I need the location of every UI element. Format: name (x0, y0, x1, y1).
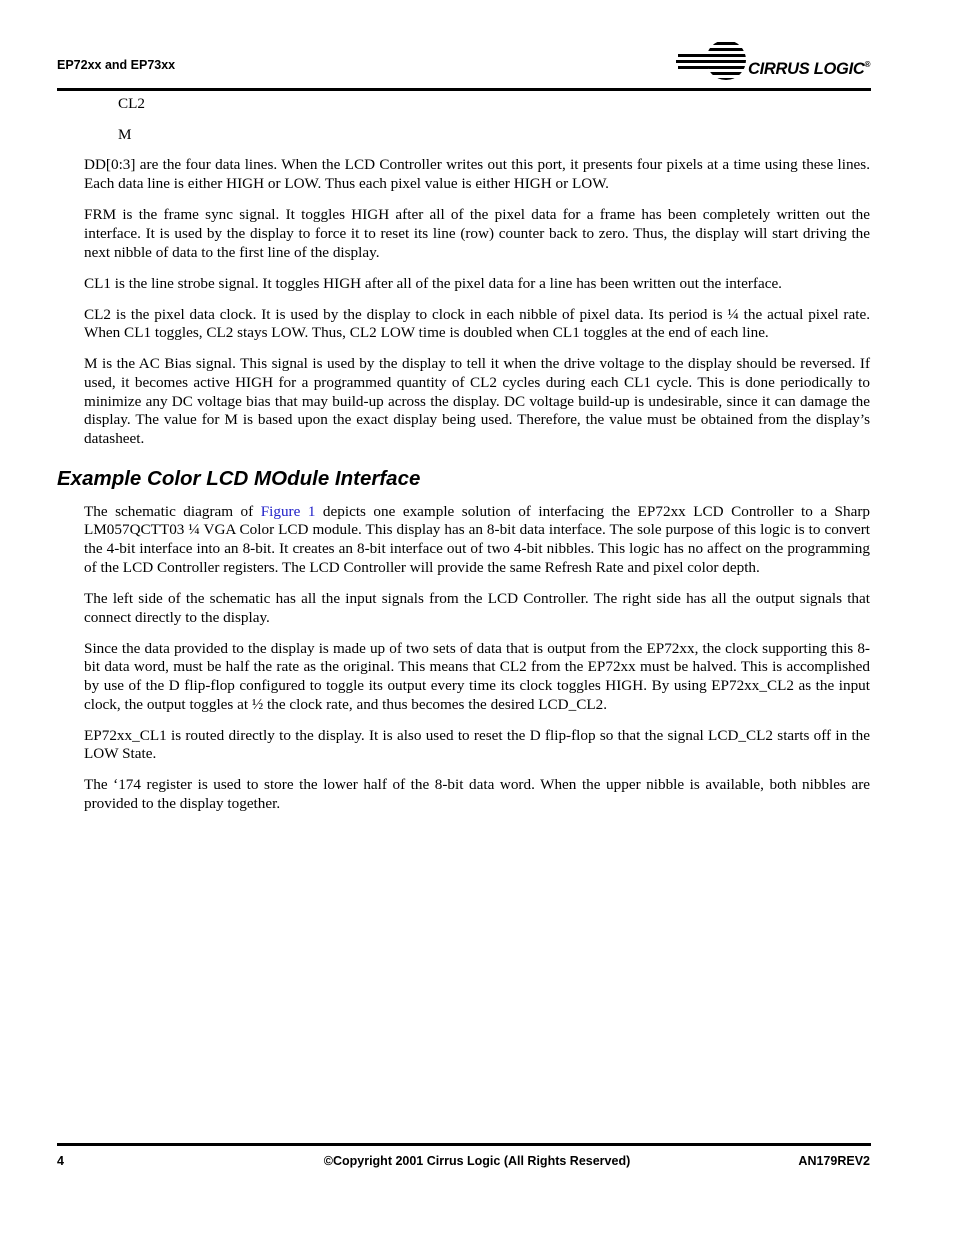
copyright-notice: ©Copyright 2001 Cirrus Logic (All Rights Reserved) (323, 1154, 631, 1168)
header-title: EP72xx and EP73xx (57, 58, 176, 72)
paragraph-m-bias: M is the AC Bias signal. This signal is used by the display to tell it when the drive voltage to the display should be reversed. If used, it becomes active HIGH for a programmed quantity of CL2 cycles during each CL1 cycle. This is done periodically to minimize any DC voltage bias that may build-up across the display. DC voltage build-up is undesirable, since it can damage the display. The value for M is based upon the exact display being used. Therefore, the value must be obtained from the display’s datasheet. (84, 355, 870, 448)
paragraph-text: depicts one example solution of interfacing the EP72xx LCD Controller to a Sharp LM057QCTT03 ¼ VGA Color LCD module. This display has an 8-bit data interface. The sole purpose of this logic is to convert the 4-bit interface into an 8-bit. It creates an 8-bit interface out of two 4-bit nibbles. This logic has no affect on the programming of the LCD Controller registers. The LCD Controller will provide the same Refresh Rate and pixel color depth. (84, 502, 870, 576)
signal-name-m: M (118, 125, 132, 143)
paragraph-cl1: CL1 is the line strobe signal. It toggles HIGH after all of the pixel data for a line has been written out the interface. (84, 274, 782, 292)
figure-1-link[interactable]: Figure 1 (260, 502, 316, 520)
document-id: AN179REV2 (798, 1154, 870, 1168)
paragraph-schematic-sides: The left side of the schematic has all the input signals from the LCD Controller. The right side has all the output signals that connect directly to the display. (84, 589, 870, 626)
paragraph-clock-halving: Since the data provided to the display is made up of two sets of data that is output from the EP72xx, the clock supporting this 8-bit data word, must be half the rate as the original. This means that CL2 from the EP72xx must be halved. This is accomplished by use of the D flip-flop configured to toggle its output every time its clock toggles HIGH. By using EP72xx_CL2 as the input clock, the output toggles at ½ the clock rate, and thus becomes the desired LCD_CL2. (84, 639, 870, 713)
header-rule (57, 88, 871, 91)
cirrus-logic-logo (676, 38, 872, 82)
footer-rule (57, 1143, 871, 1146)
logo-wordmark (748, 60, 870, 79)
paragraph-cl1-routing: EP72xx_CL1 is routed directly to the display. It is also used to reset the D flip-flop so that the signal LCD_CL2 starts off in the LOW State. (84, 726, 870, 763)
logo-registered-mark: ® (864, 60, 871, 69)
paragraph-frm: FRM is the frame sync signal. It toggles HIGH after all of the pixel data for a frame has been completely written out the interface. It is used by the display to force it to reset its line (row) counter back to zero. Thus, the display will start driving the next nibble of data to the first line of the display. (84, 206, 870, 261)
paragraph-dd-lines: DD[0:3] are the four data lines. When the LCD Controller writes out this port, it presents four pixels at a time using these lines. Each data line is either HIGH or LOW. Thus each pixel value is either HIGH or LOW. (84, 156, 870, 193)
paragraph-cl2: CL2 is the pixel data clock. It is used by the display to clock in each nibble of pixel data. Its period is ¼ the actual pixel rate. When CL1 toggles, CL2 stays LOW. Thus, CL2 LOW time is doubled when CL1 toggles at the end of each line. (84, 305, 870, 342)
logo-wordmark-text: CIRRUS LOGIC (748, 60, 865, 78)
page-number: 4 (57, 1154, 64, 1168)
paragraph-text: The schematic diagram of (84, 502, 261, 520)
section-heading: Example Color LCD MOdule Interface (57, 466, 421, 490)
paragraph-schematic-intro (84, 503, 870, 578)
signal-name-cl2: CL2 (118, 95, 146, 112)
document-body (57, 95, 870, 826)
paragraph-174-register: The ‘174 register is used to store the lower half of the 8-bit data word. When the upper nibble is available, both nibbles are provided to the display together. (84, 776, 870, 813)
